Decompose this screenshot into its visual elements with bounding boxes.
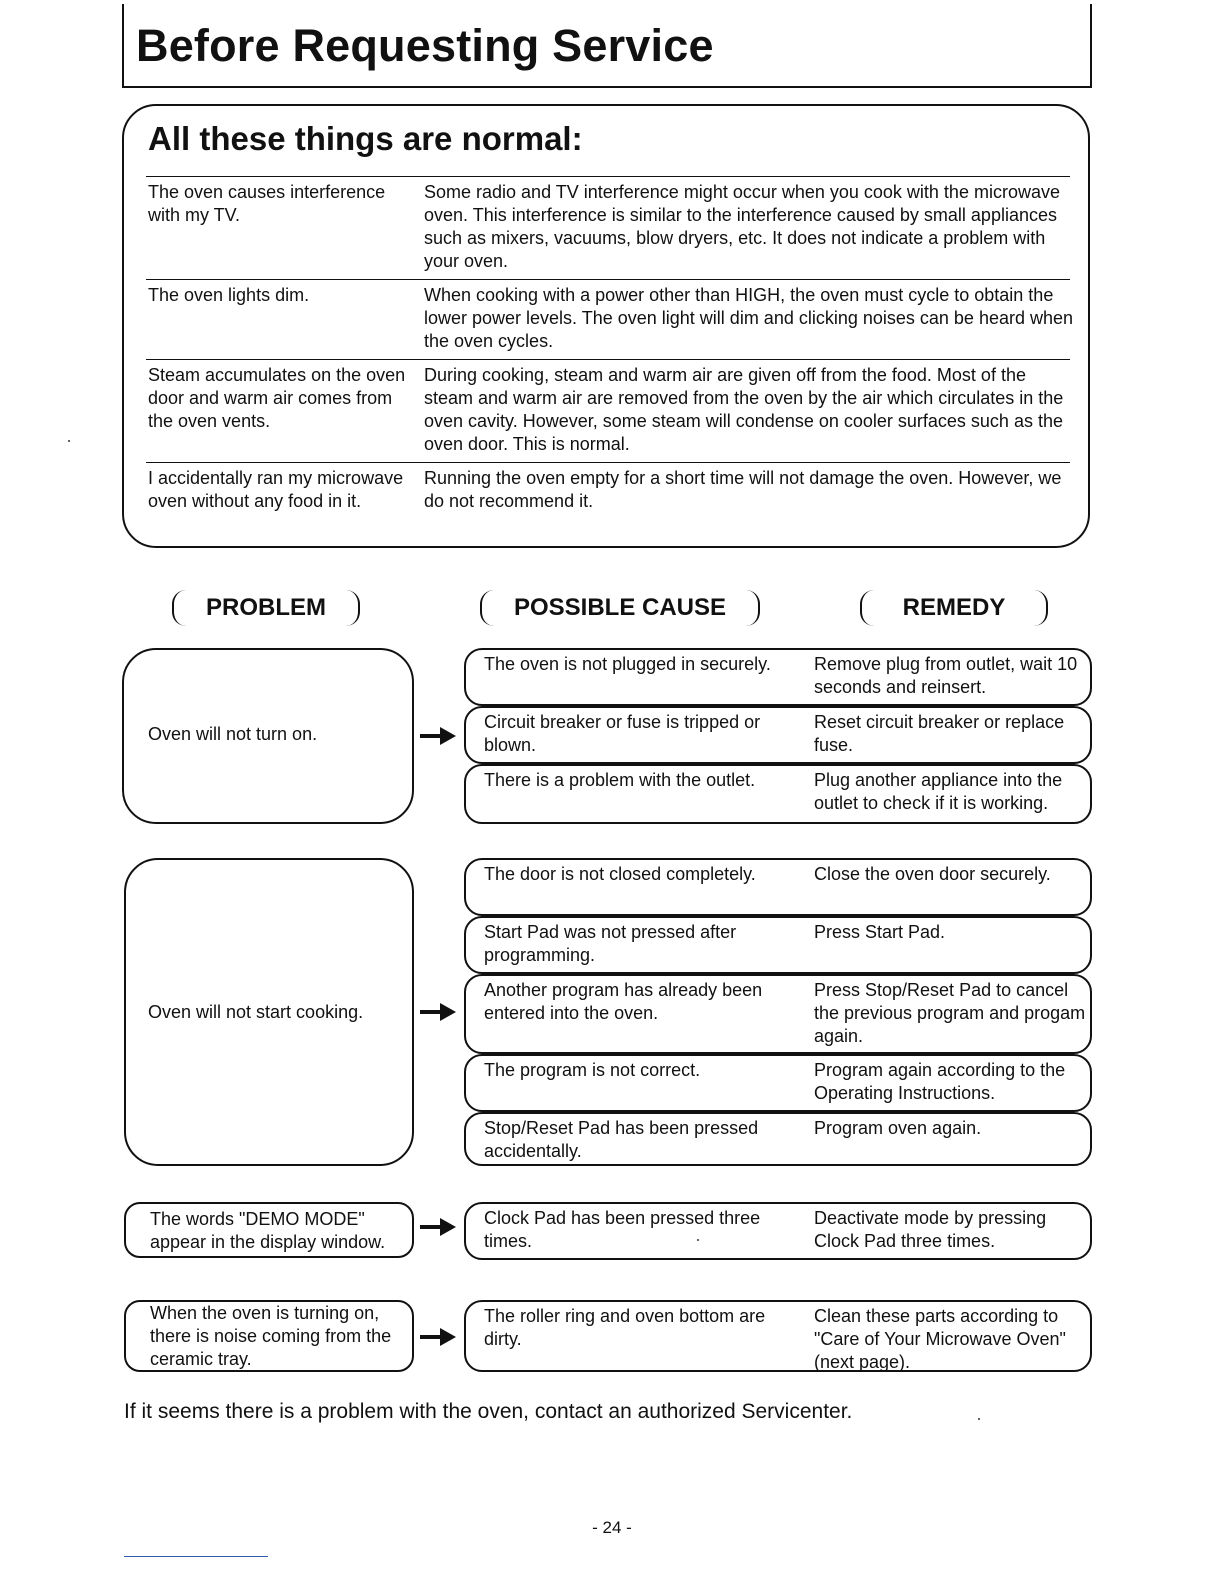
column-header-problem: PROBLEM xyxy=(172,590,360,626)
remedy-text: Plug another appliance into the outlet to check if it is working. xyxy=(814,770,1063,813)
cause-text: Clock Pad has been pressed three times. xyxy=(484,1208,761,1251)
header-right-rule xyxy=(1090,4,1092,88)
normal-item-answer: When cooking with a power other than HIGH, the oven must cycle to obtain the lower power levels. The oven light will dim and clicking noises can be heard when the oven cycles. xyxy=(424,285,1074,351)
normal-item xyxy=(146,279,1074,351)
header-bottom-rule xyxy=(122,86,1092,88)
stray-mark xyxy=(68,440,70,442)
remedy-text: Clean these parts according to "Care of Your Microwave Oven" (next page). xyxy=(814,1306,1066,1372)
header-left-rule xyxy=(122,4,124,88)
normal-item-question: I accidentally ran my microwave oven without any food in it. xyxy=(148,468,404,511)
stray-mark xyxy=(697,1239,699,1241)
cause-text: Start Pad was not pressed after programming. xyxy=(484,922,737,965)
normal-item xyxy=(146,359,1070,454)
problem-text: The words "DEMO MODE" appear in the display window. xyxy=(150,1209,386,1252)
remedy-text: Press Start Pad. xyxy=(814,922,946,942)
cause-remedy-row xyxy=(464,1054,1092,1112)
cause-remedy-row xyxy=(464,764,1092,824)
remedy-text: Deactivate mode by pressing Clock Pad three times. xyxy=(814,1208,1047,1251)
cause-text: The door is not closed completely. xyxy=(484,864,756,884)
remedy-text: Program oven again. xyxy=(814,1118,982,1138)
arrow-right-icon xyxy=(420,725,456,747)
remedy-text: Remove plug from outlet, wait 10 seconds and reinsert. xyxy=(814,654,1078,697)
cause-text: Circuit breaker or fuse is tripped or blown. xyxy=(484,712,761,755)
footer-note: If it seems there is a problem with the oven, contact an authorized Servicenter. xyxy=(124,1400,853,1423)
remedy-text: Close the oven door securely. xyxy=(814,864,1051,884)
cause-text: The oven is not plugged in securely. xyxy=(484,654,771,674)
remedy-text: Press Stop/Reset Pad to cancel the previous program and progam again. xyxy=(814,980,1086,1046)
cause-remedy-row xyxy=(464,974,1092,1054)
problem-text: When the oven is turning on, there is noise coming from the ceramic tray. xyxy=(150,1303,392,1369)
page-number: - 24 - xyxy=(592,1518,632,1537)
cause-text: Stop/Reset Pad has been pressed accidentally. xyxy=(484,1118,759,1161)
cause-remedy-row xyxy=(464,1300,1092,1372)
problem-text: Oven will not start cooking. xyxy=(148,1002,364,1022)
normal-item-question: The oven causes interference with my TV. xyxy=(148,182,386,225)
normal-item-question: Steam accumulates on the oven door and warm air comes from the oven vents. xyxy=(148,365,406,431)
cause-remedy-row xyxy=(464,648,1092,706)
cause-remedy-row xyxy=(464,916,1092,974)
cause-text: There is a problem with the outlet. xyxy=(484,770,756,790)
cause-remedy-row xyxy=(464,1112,1092,1166)
normal-item-answer: Running the oven empty for a short time will not damage the oven. However, we do not recommend it. xyxy=(424,468,1062,511)
normal-things-heading: All these things are normal: xyxy=(148,120,583,157)
column-header-cause: POSSIBLE CAUSE xyxy=(480,590,760,626)
arrow-right-icon xyxy=(420,1326,456,1348)
cause-text: The program is not correct. xyxy=(484,1060,701,1080)
normal-item-answer: Some radio and TV interference might occur when you cook with the microwave oven. This interference is similar to the interference caused by small appliances such as mixers, vacuums, blow dryers, etc. It does not indicate a problem with your oven. xyxy=(424,182,1060,271)
normal-item xyxy=(146,462,1070,511)
remedy-text: Program again according to the Operating Instructions. xyxy=(814,1060,1066,1103)
cause-text: Another program has already been entered into the oven. xyxy=(484,980,763,1023)
column-header-remedy: REMEDY xyxy=(860,590,1048,626)
cause-text: The roller ring and oven bottom are dirty. xyxy=(484,1306,766,1349)
cause-remedy-row xyxy=(464,1202,1092,1260)
arrow-right-icon xyxy=(420,1216,456,1238)
normal-item-answer: During cooking, steam and warm air are given off from the food. Most of the steam and warm air are removed from the oven by the air which circulates in the oven cavity. However, some steam will condense on cooler surfaces such as the oven door. This is normal. xyxy=(424,365,1064,454)
remedy-text: Reset circuit breaker or replace fuse. xyxy=(814,712,1065,755)
cause-remedy-row xyxy=(464,858,1092,916)
cause-remedy-row xyxy=(464,706,1092,764)
normal-item xyxy=(146,176,1070,271)
bottom-rule xyxy=(124,1556,268,1557)
stray-mark xyxy=(978,1418,980,1420)
problem-text: Oven will not turn on. xyxy=(148,724,318,744)
arrow-right-icon xyxy=(420,1001,456,1023)
page-title: Before Requesting Service xyxy=(136,20,714,71)
normal-item-question: The oven lights dim. xyxy=(148,285,310,305)
